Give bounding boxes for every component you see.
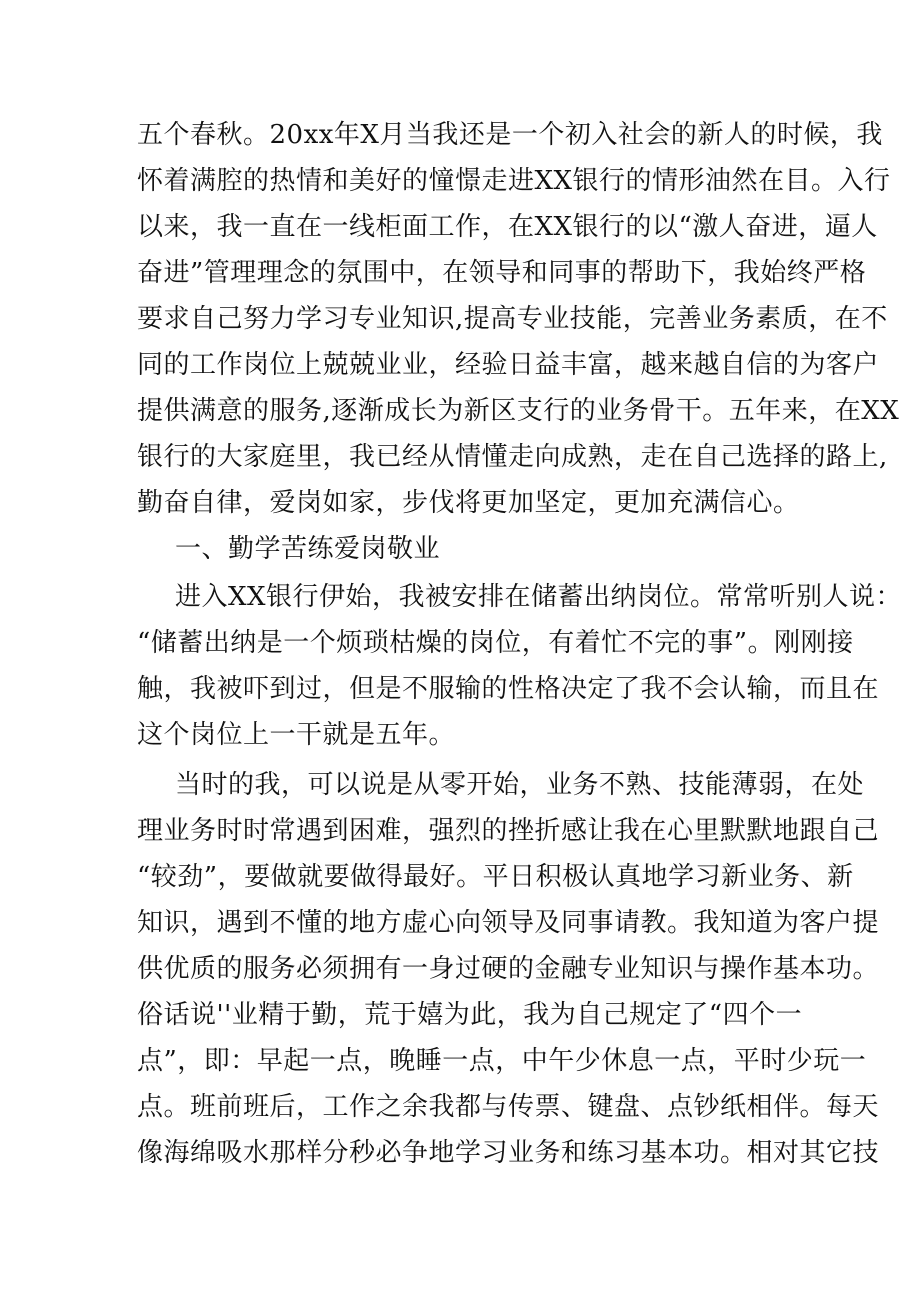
paragraph-line: 理业务时时常遇到困难，强烈的挫折感让我在心里默默地跟自己 — [137, 816, 880, 846]
paragraph-line: 点”，即：早起一点，晚睡一点，中午少休息一点，平时少玩一 — [137, 1046, 867, 1076]
section-heading: 一、勤学苦练爱岗敬业 — [175, 534, 441, 564]
paragraph-line: “储蓄出纳是一个烦琐枯燥的岗位，有着忙不完的事”。刚刚接 — [137, 628, 854, 658]
paragraph-line: 像海绵吸水那样分秒必争地学习业务和练习基本功。相对其它技 — [137, 1138, 880, 1168]
paragraph-line: 怀着满腔的热情和美好的憧憬走进XX银行的情形油然在目。入行 — [137, 166, 891, 196]
paragraph-line: 五个春秋。20xx年X月当我还是一个初入社会的新人的时候，我 — [137, 120, 883, 150]
paragraph-line: “较劲”，要做就要做得最好。平日积极认真地学习新业务、新 — [137, 862, 854, 892]
paragraph-line: 银行的大家庭里，我已经从情懂走向成熟，走在自己选择的路上, — [137, 442, 888, 472]
paragraph-line: 这个岗位上一干就是五年。 — [137, 720, 456, 750]
paragraph-line: 知识，遇到不懂的地方虚心向领导及同事请教。我知道为客户提 — [137, 908, 880, 938]
paragraph-line: 进入XX银行伊始，我被安排在储蓄出纳岗位。常常听别人说： — [175, 582, 903, 612]
paragraph-line: 同的工作岗位上兢兢业业，经验日益丰富，越来越自信的为客户 — [137, 350, 880, 380]
paragraph-line: 勤奋自律，爱岗如家，步伐将更加坚定，更加充满信心。 — [137, 488, 800, 518]
paragraph-line: 触，我被吓到过，但是不服输的性格决定了我不会认输，而且在 — [137, 674, 880, 704]
paragraph-line: 提供满意的服务,逐渐成长为新区支行的业务骨干。五年来，在XX — [137, 396, 900, 426]
paragraph-line: 以来，我一直在一线柜面工作，在XX银行的以“激人奋进，逼人 — [137, 212, 878, 242]
paragraph-line: 俗话说''业精于勤，荒于嬉为此，我为自己规定了“四个一 — [137, 1000, 803, 1030]
paragraph-line: 当时的我，可以说是从零开始，业务不熟、技能薄弱，在处 — [175, 770, 865, 800]
paragraph-line: 供优质的服务必须拥有一身过硬的金融专业知识与操作基本功。 — [137, 954, 880, 984]
paragraph-line: 要求自己努力学习专业知识,提高专业技能，完善业务素质，在不 — [137, 304, 888, 334]
paragraph-line: 奋进”管理理念的氛围中，在领导和同事的帮助下，我始终严格 — [137, 258, 867, 288]
paragraph-line: 点。班前班后，工作之余我都与传票、键盘、点钞纸相伴。每天 — [137, 1092, 880, 1122]
